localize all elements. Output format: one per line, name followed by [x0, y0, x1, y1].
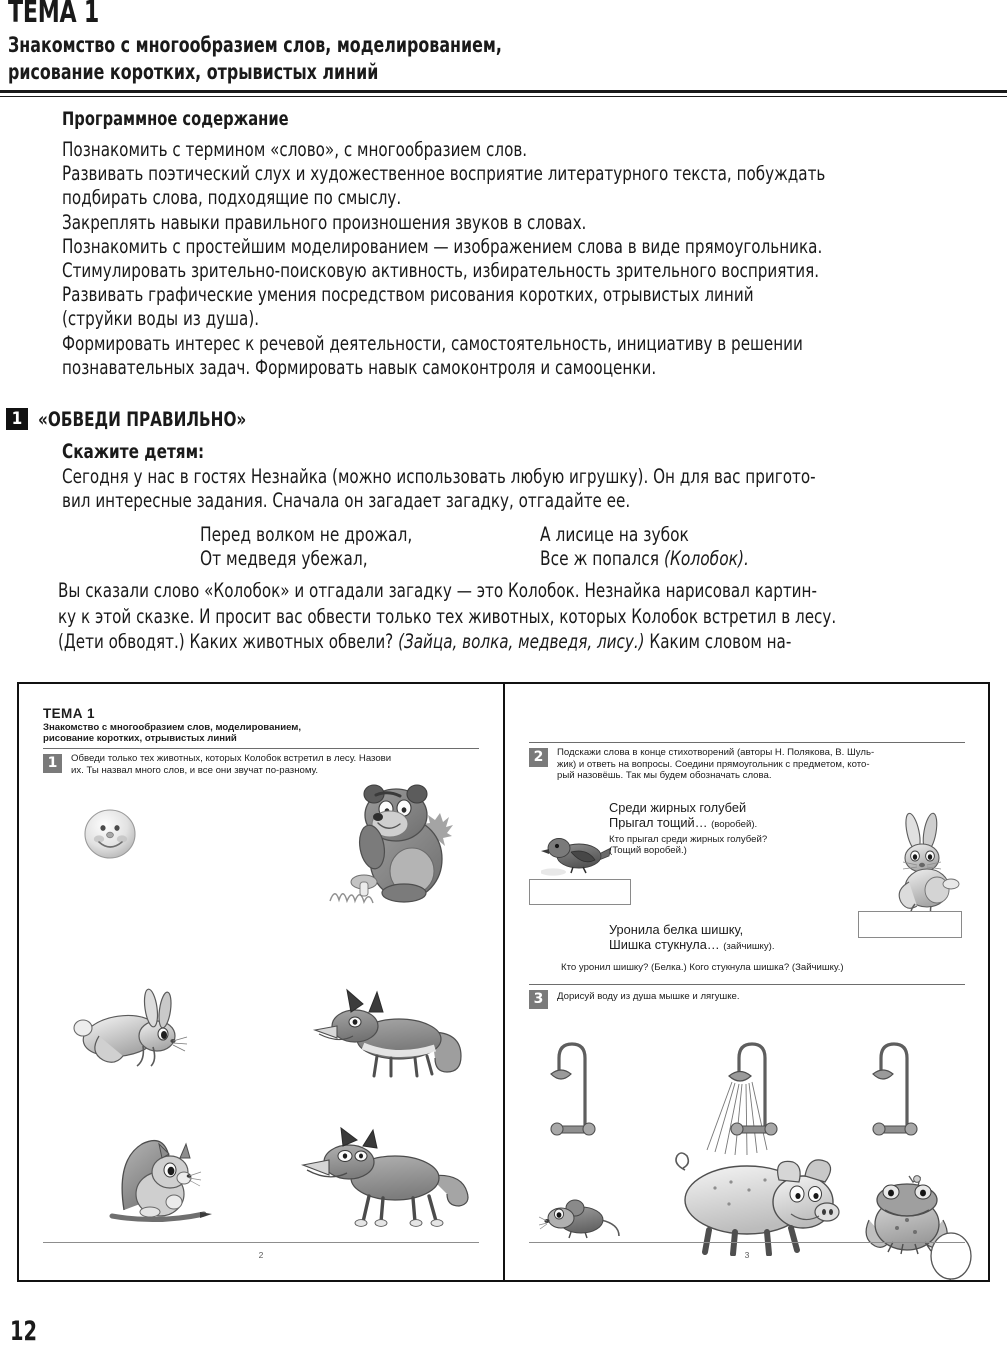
poem-2-answer: (зайчишку). — [723, 941, 775, 953]
workbook-spread-figure — [17, 682, 990, 1282]
task-1-marker: 1 — [6, 408, 28, 430]
page-subtitle-line-2: рисование коротких, отрывистых линий — [8, 60, 379, 85]
spread-left-task-chip-1: 1 — [43, 754, 62, 773]
riddle-column-left — [200, 523, 540, 571]
spread-right-section-rule — [529, 984, 965, 985]
title-rule-thin — [0, 96, 1007, 97]
poem-1-line-1: Среди жирных голубей — [609, 800, 747, 815]
spread-left-page-number: 2 — [258, 1250, 264, 1260]
page-subtitle-line-1: Знакомство с многообразием слов, моделированием, — [8, 33, 502, 57]
poem-2-line-1: Уронила белка шишку, — [609, 922, 744, 937]
spread-right-task-chip-2: 2 — [529, 748, 548, 767]
task-1-title: «ОБВЕДИ ПРАВИЛЬНО» — [38, 408, 247, 431]
spread-left-footer-rule — [43, 1242, 479, 1243]
closing-line: ку к этой сказке. И просит вас обвести только тех животных, которых Колобок встретил в лесу. — [58, 604, 837, 628]
say-line: Сегодня у нас в гостях Незнайка (можно использовать любую игрушку). Он для вас пригото- — [62, 465, 816, 488]
closing-line — [58, 629, 1001, 655]
poem-1-line-2-main: Прыгал тощий… — [609, 815, 712, 831]
riddle-right-line-1: А лисице на зубок — [540, 523, 689, 546]
riddle-left-line-1: Перед волком не дрожал, — [200, 523, 413, 546]
poem-2 — [609, 922, 775, 955]
closing-paragraph — [58, 578, 1001, 655]
riddle-right-line-2 — [540, 547, 749, 571]
riddle-answer: (Колобок). — [663, 547, 749, 571]
page-title: ТЕМА 1 — [8, 0, 100, 30]
poem-2-question-answer: Кто уронил шишку? (Белка.) Кого стукнула шишка? (Зайчишку.) — [561, 962, 844, 973]
illustration-shower-left — [543, 1032, 603, 1142]
program-content-body — [62, 138, 1005, 380]
program-line: подбирать слова, подходящие по смыслу. — [62, 186, 402, 210]
riddle-block — [200, 523, 1000, 571]
spread-right-task-2-line-3: рый назовёшь. Так мы будем обозначать слова. — [557, 770, 772, 782]
say-to-children-heading: Скажите детям: — [62, 440, 205, 463]
spread-right-task-2-line-1: Подскажи слова в конце стихотворений (авторы Н. Полякова, В. Шуль- — [557, 747, 875, 758]
closing-answer: (Зайца, волка, медведя, лису.) — [398, 630, 645, 653]
program-line: Стимулировать зрительно-поисковую активность, избирательность зрительного восприятия. — [62, 259, 820, 283]
program-line: Развивать графические умения посредством рисования коротких, отрывистых линий — [62, 283, 754, 307]
illustration-squirrel — [104, 1124, 214, 1234]
folio-page-number: 12 — [10, 1316, 38, 1347]
poem-1-question: Кто прыгал среди жирных голубей? — [609, 834, 768, 845]
word-model-box-1[interactable] — [529, 879, 631, 905]
poem-1-line-2 — [609, 815, 757, 832]
spread-right-page-number: 3 — [744, 1250, 750, 1260]
poem-1-answer: (воробей). — [711, 819, 758, 831]
program-line: познавательных задач. Формировать навык самоконтроля и самооценки. — [62, 355, 657, 379]
spread-left-theme-subtitle-line-1: Знакомство с многообразием слов, моделированием, — [43, 722, 302, 733]
spread-right-task-2-text — [557, 747, 969, 782]
closing-line-tail: Каким словом на- — [644, 630, 792, 653]
spread-right-top-rule — [529, 742, 965, 743]
illustration-hare — [59, 984, 189, 1074]
illustration-hare-jumping — [883, 812, 969, 920]
say-line: вил интересные задания. Сначала он загадает загадку, отгадайте ее. — [62, 489, 631, 513]
closing-line: Вы сказали слово «Колобок» и отгадали загадку — это Колобок. Незнайка нарисовал картин- — [58, 579, 817, 602]
illustration-shower-right — [865, 1032, 925, 1142]
riddle-column-right — [540, 523, 777, 571]
illustration-wolf — [299, 1126, 474, 1231]
spread-left-task-1-line-2: их. Ты назвал много слов, и все они звучат по-разному. — [71, 764, 319, 776]
spread-right-page — [505, 684, 990, 1280]
illustration-kolobok — [79, 802, 141, 864]
spread-left-theme-subtitle — [43, 722, 301, 744]
illustration-fox — [307, 984, 467, 1079]
riddle-left-line-2: От медведя убежал, — [200, 547, 368, 571]
illustration-pig — [669, 1146, 841, 1256]
poem-1-question-answer — [609, 834, 767, 857]
water-streams — [707, 1082, 767, 1155]
spread-right-task-3-text: Дорисуй воду из душа мышке и лягушке. — [557, 991, 740, 1002]
spread-left-header-rule — [43, 748, 479, 749]
poem-1 — [609, 800, 757, 833]
program-line: (струйки воды из душа). — [62, 307, 260, 331]
program-line: Формировать интерес к речевой деятельности, самостоятельность, инициативу в решении — [62, 331, 803, 355]
title-rule-thick — [0, 90, 1007, 93]
spread-left-task-1-text — [71, 753, 481, 776]
page-subtitle — [8, 32, 949, 87]
spread-left-page — [19, 684, 503, 1280]
spread-left-theme-title: ТЕМА 1 — [43, 706, 95, 721]
spread-right-task-chip-3: 3 — [529, 990, 548, 1009]
program-line: Развивать поэтический слух и художественное восприятие литературного текста, побуждать — [62, 162, 826, 186]
program-content-heading: Программное содержание — [62, 108, 289, 130]
program-line: Познакомить с простейшим моделированием — изображением слова в виде прямоугольника. — [62, 234, 823, 258]
illustration-mouse — [539, 1196, 623, 1240]
closing-line-lead: (Дети обводят.) Каких животных обвели? — [58, 630, 399, 653]
say-to-children-body — [62, 465, 1005, 513]
poem-1-answer-text: (Тощий воробей.) — [609, 845, 687, 857]
illustration-sparrow — [541, 832, 611, 878]
riddle-answer-lead: Все ж попался — [540, 547, 664, 571]
spread-left-theme-subtitle-line-2: рисование коротких, отрывистых линий — [43, 733, 237, 745]
program-line: Закреплять навыки правильного произношения звуков в словах. — [62, 210, 587, 234]
program-line: Познакомить с термином «слово», с многообразием слов. — [62, 138, 528, 161]
poem-2-line-2-main: Шишка стукнула… — [609, 937, 724, 953]
spread-right-footer-rule — [529, 1242, 965, 1243]
spread-right-task-2-line-2: жик) и ответь на вопросы. Соедини прямоугольник с предметом, кото- — [557, 758, 870, 770]
illustration-bear — [324, 779, 459, 914]
poem-2-line-2 — [609, 937, 775, 954]
spread-left-task-1-line-1: Обведи только тех животных, которых Колобок встретил в лесу. Назови — [71, 753, 392, 764]
word-model-box-2[interactable] — [858, 911, 962, 938]
